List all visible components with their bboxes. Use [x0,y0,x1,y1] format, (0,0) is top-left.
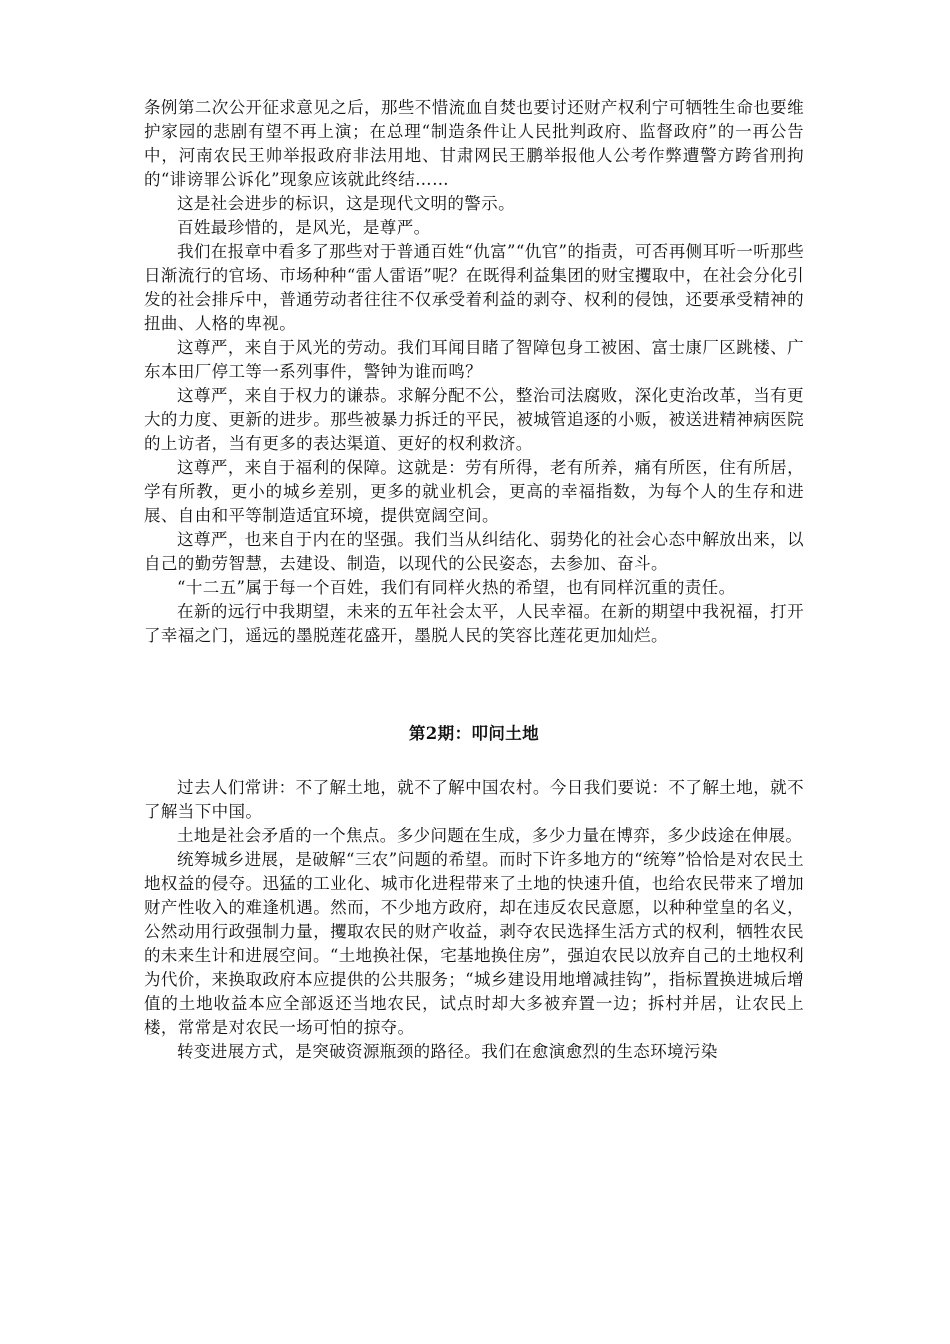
paragraph: 这尊严，也来自于内在的坚强。我们当从纠结化、弱势化的社会心态中解放出来，以自己的勤劳智慧，去建设、制造，以现代的公民姿态，去参加、奋斗。 [144,530,804,573]
document-page [144,96,804,1064]
section-title: 第2期：叩问土地 [408,724,540,743]
paragraph: 统筹城乡进展，是破解“三农”问题的希望。而时下许多地方的“统筹”恰恰是对农民土地权益的侵夺。迅猛的工业化、城市化进程带来了土地的快速升值，也给农民带来了增加财产性收入的难逢机遇。然而，不少地方政府，却在违反农民意愿，以种种堂皇的名义，公然动用行政强制力量，攫取农民的财产收益，剥夺农民选择生活方式的权利，牺牲农民的未来生计和进展空间。“土地换社保，宅基地换住房”，强迫农民以放弃自己的土地权利为代价，来换取政府本应提供的公共服务；“城乡建设用地增减挂钩”，指标置换进城后增值的土地收益本应全部返还当地农民，试点时却大多被弃置一边；拆村并居，让农民上楼，常常是对农民一场可怕的掠夺。 [144,850,804,1037]
paragraph: “十二五”属于每一个百姓，我们有同样火热的希望，也有同样沉重的责任。 [177,578,736,597]
paragraph: 过去人们常讲：不了解土地，就不了解中国农村。今日我们要说：不了解土地，就不了解当下中国。 [144,778,804,821]
paragraph: 土地是社会矛盾的一个焦点。多少问题在生成，多少力量在博弈，多少歧途在伸展。 [177,826,803,845]
section-spacer [144,648,804,722]
paragraph: 这尊严，来自于权力的谦恭。求解分配不公，整治司法腐败，深化吏治改革，当有更大的力度、更新的进步。那些被暴力拆迁的平民，被城管追逐的小贩，被送进精神病医院的上访者，当有更多的表达渠道、更好的权利救济。 [144,386,804,453]
paragraph: 在新的远行中我期望，未来的五年社会太平，人民幸福。在新的期望中我祝福，打开了幸福之门，遥远的墨脱莲花盛开，墨脱人民的笑容比莲花更加灿烂。 [144,602,804,645]
paragraph: 这尊严，来自于福利的保障。这就是：劳有所得，老有所养，痛有所医，住有所居，学有所教，更小的城乡差别，更多的就业机会，更高的幸福指数，为每个人的生存和进展、自由和平等制造适宜环境，提供宽阔空间。 [144,458,804,525]
paragraph: 我们在报章中看多了那些对于普通百姓“仇富”“仇官”的指责，可否再侧耳听一听那些日渐流行的官场、市场种种“雷人雷语”呢？在既得利益集团的财宝攫取中，在社会分化引发的社会排斥中，普通劳动者往往不仅承受着利益的剥夺、权利的侵蚀，还要承受精神的扭曲、人格的卑视。 [144,242,804,333]
paragraph: 这是社会进步的标识，这是现代文明的警示。 [177,194,515,213]
paragraph-continued: 条例第二次公开征求意见之后，那些不惜流血自焚也要讨还财产权利宁可牺牲生命也要维护家园的悲剧有望不再上演；在总理“制造条件让人民批判政府、监督政府”的一再公告中，河南农民王帅举报政府非法用地、甘肃网民王鹏举报他人公考作弊遭警方跨省刑拘的“诽谤罪公诉化”现象应该就此终结…… [144,98,804,189]
paragraph: 百姓最珍惜的，是风光，是尊严。 [177,218,431,237]
paragraph: 转变进展方式，是突破资源瓶颈的路径。我们在愈演愈烈的生态环境污染 [177,1042,718,1061]
paragraph: 这尊严，来自于风光的劳动。我们耳闻目睹了智障包身工被困、富士康厂区跳楼、广东本田厂停工等一系列事件，警钟为谁而鸣？ [144,338,804,381]
